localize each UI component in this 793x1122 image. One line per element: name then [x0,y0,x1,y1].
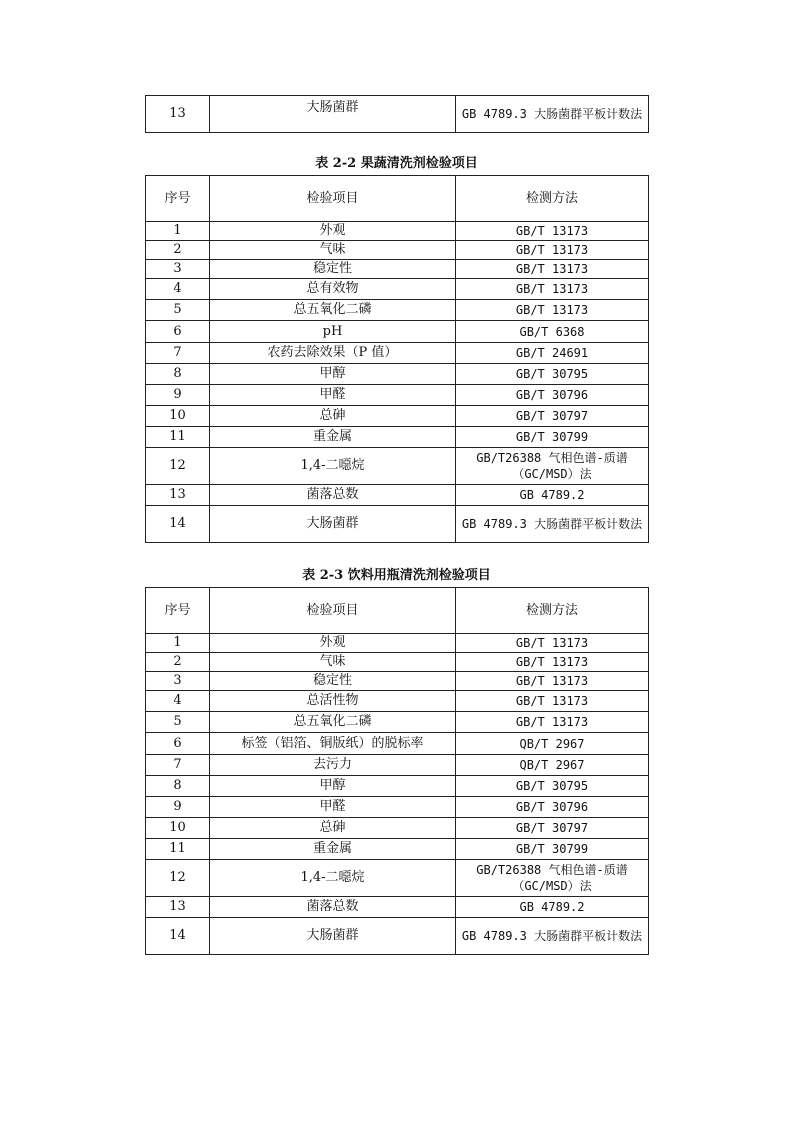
table-row [146,818,649,839]
row-number: 12 [146,448,210,485]
test-item: 总砷 [210,406,456,427]
test-item: 重金属 [210,839,456,860]
table-row [146,406,649,427]
row-number: 3 [146,672,210,691]
row-number: 8 [146,364,210,385]
row-number: 2 [146,653,210,672]
table-row [146,448,649,485]
test-item: pH [210,321,456,343]
row-number: 1 [146,634,210,653]
row-number: 5 [146,300,210,321]
header-method: 检测方法 [456,588,649,634]
test-method: GB/T26388 气相色谱-质谱（GC/MSD）法 [456,448,649,485]
test-item: 重金属 [210,427,456,448]
test-method: GB/T 30795 [456,364,649,385]
test-method: QB/T 2967 [456,755,649,776]
table-row [146,241,649,260]
header-item: 检验项目 [210,588,456,634]
row-number: 11 [146,427,210,448]
table-row [146,279,649,300]
table-row [146,222,649,241]
test-item: 甲醇 [210,364,456,385]
table-row [146,712,649,733]
table-row [146,385,649,406]
table-row [146,343,649,364]
table-row [146,427,649,448]
table-header-row [146,176,649,222]
header-item: 检验项目 [210,176,456,222]
test-method: GB/T 13173 [456,260,649,279]
test-method: GB/T 13173 [456,300,649,321]
test-item: 大肠菌群 [210,918,456,955]
test-method: GB 4789.3 大肠菌群平板计数法 [456,506,649,543]
row-number: 11 [146,839,210,860]
test-method: GB/T 13173 [456,691,649,712]
test-item: 总五氧化二磷 [210,300,456,321]
row-number: 9 [146,797,210,818]
test-item: 总五氧化二磷 [210,712,456,733]
row-number: 6 [146,321,210,343]
test-method: GB/T 30799 [456,839,649,860]
table-row [146,839,649,860]
row-number: 14 [146,506,210,543]
table-row [146,733,649,755]
test-item: 菌落总数 [210,897,456,918]
row-number: 2 [146,241,210,260]
table-row [146,672,649,691]
table-3-caption: 表 2-3 饮料用瓶清洗剂检验项目 [302,568,491,583]
row-number: 10 [146,406,210,427]
test-item: 总活性物 [210,691,456,712]
test-method: GB/T 30795 [456,776,649,797]
test-item: 标签（铝箔、铜版纸）的脱标率 [210,733,456,755]
test-item: 外观 [210,222,456,241]
table-row [146,755,649,776]
test-item: 菌落总数 [210,485,456,506]
row-number: 7 [146,343,210,364]
test-item: 气味 [210,653,456,672]
table-row [146,918,649,955]
test-item: 甲醇 [210,776,456,797]
test-method: GB/T 30799 [456,427,649,448]
test-method: GB/T 6368 [456,321,649,343]
table-2 [145,175,649,543]
test-item: 1,4-二噁烷 [210,860,456,897]
table-row [146,485,649,506]
test-method: GB 4789.3 大肠菌群平板计数法 [456,96,649,133]
test-method: QB/T 2967 [456,733,649,755]
row-number: 13 [146,96,210,133]
table-row [146,797,649,818]
row-number: 7 [146,755,210,776]
row-number: 6 [146,733,210,755]
test-item: 总砷 [210,818,456,839]
test-item: 大肠菌群 [210,506,456,543]
table-row [146,506,649,543]
test-method: GB/T 30797 [456,406,649,427]
table-header-row [146,588,649,634]
test-method: GB/T 30797 [456,818,649,839]
test-method: GB/T 13173 [456,222,649,241]
row-number: 5 [146,712,210,733]
row-number: 14 [146,918,210,955]
table-row [146,653,649,672]
row-number: 4 [146,691,210,712]
row-number: 8 [146,776,210,797]
header-no: 序号 [146,588,210,634]
test-method: GB/T 30796 [456,797,649,818]
test-method: GB/T 13173 [456,653,649,672]
table-1-continuation [145,95,649,133]
row-number: 13 [146,485,210,506]
test-method: GB 4789.2 [456,485,649,506]
table-row [146,321,649,343]
table-row [146,260,649,279]
row-number: 9 [146,385,210,406]
table-row [146,860,649,897]
test-method: GB/T 13173 [456,279,649,300]
row-number: 13 [146,897,210,918]
row-number: 10 [146,818,210,839]
test-method: GB 4789.3 大肠菌群平板计数法 [456,918,649,955]
row-number: 3 [146,260,210,279]
test-item: 总有效物 [210,279,456,300]
test-item: 大肠菌群 [210,96,456,133]
test-method: GB/T 13173 [456,712,649,733]
test-method: GB/T 13173 [456,672,649,691]
test-item: 去污力 [210,755,456,776]
table-row [146,364,649,385]
test-method: GB/T 13173 [456,241,649,260]
table-row [146,634,649,653]
test-method: GB/T 30796 [456,385,649,406]
test-method: GB 4789.2 [456,897,649,918]
test-item: 1,4-二噁烷 [210,448,456,485]
table-row [146,776,649,797]
test-item: 甲醛 [210,385,456,406]
table-row [146,300,649,321]
test-item: 气味 [210,241,456,260]
header-no: 序号 [146,176,210,222]
test-item: 外观 [210,634,456,653]
table-2-caption: 表 2-2 果蔬清洗剂检验项目 [315,156,478,171]
table-row [146,897,649,918]
test-item: 稳定性 [210,260,456,279]
table-3 [145,587,649,955]
test-method: GB/T 24691 [456,343,649,364]
test-method: GB/T 13173 [456,634,649,653]
row-number: 1 [146,222,210,241]
header-method: 检测方法 [456,176,649,222]
row-number: 12 [146,860,210,897]
test-item: 稳定性 [210,672,456,691]
table-row [146,691,649,712]
test-item: 甲醛 [210,797,456,818]
table-row [146,96,649,133]
test-method: GB/T26388 气相色谱-质谱（GC/MSD）法 [456,860,649,897]
test-item: 农药去除效果（P 值） [210,343,456,364]
row-number: 4 [146,279,210,300]
